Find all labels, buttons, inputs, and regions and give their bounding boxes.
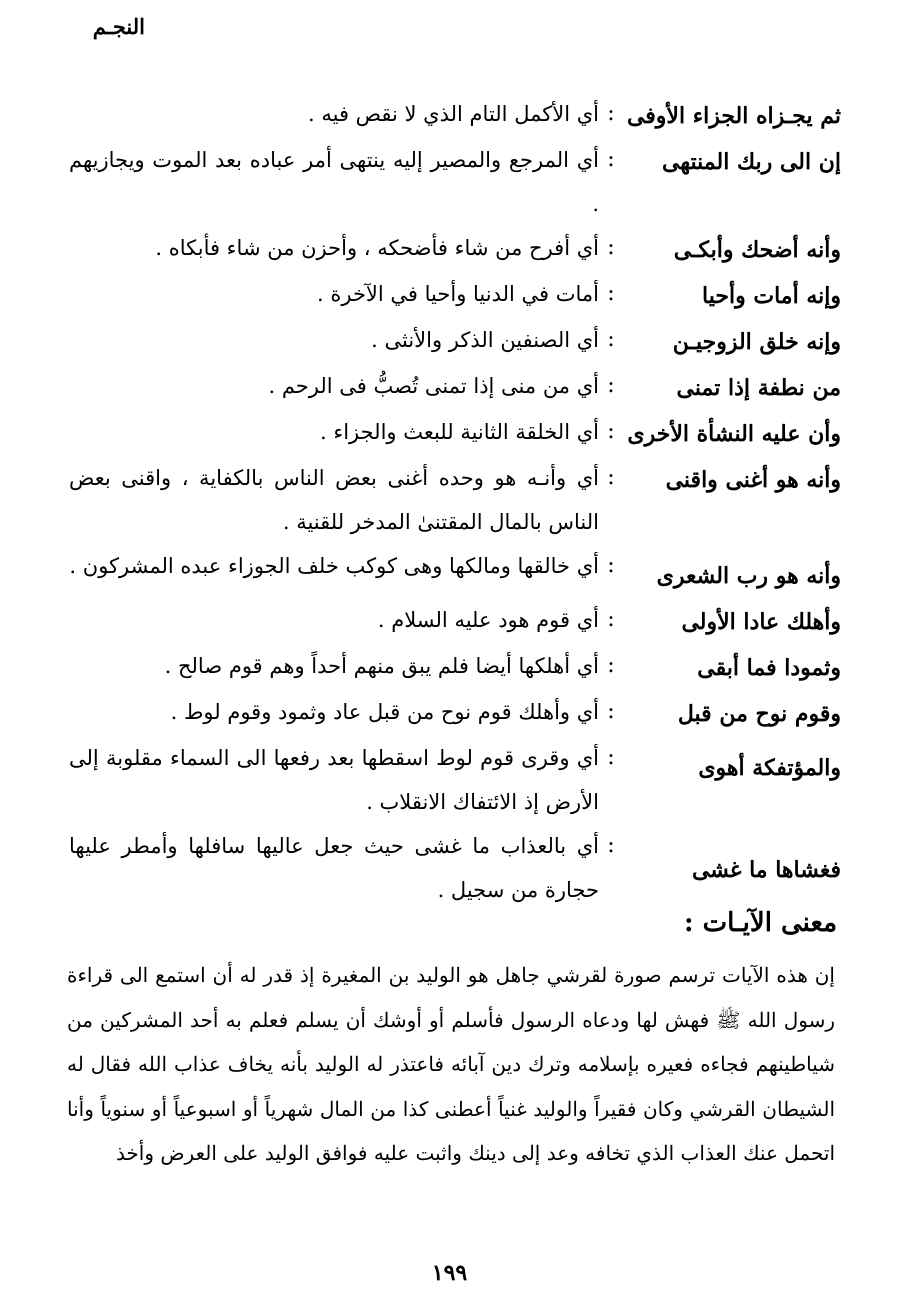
glossary-term: وإنه خلق الزوجيـن — [672, 329, 841, 355]
glossary-term: وأنه أضحك وأبكـى — [673, 237, 841, 263]
glossary-term: والمؤتفكة أهوى — [698, 755, 841, 781]
glossary-explanation: أي بالعذاب ما غشى حيث جعل عاليها سافلها وأمطر عليها حجارة من سجيل . — [69, 834, 599, 902]
glossary-explanation: أي الأكمل التام الذي لا نقص فيه . — [308, 102, 599, 126]
glossary-colon: : — [607, 147, 615, 172]
glossary-explanation: أمات في الدنيا وأحيا في الآخرة . — [317, 282, 599, 306]
glossary-colon: : — [607, 419, 615, 444]
surah-header: النجـم — [92, 14, 145, 39]
glossary-colon: : — [607, 745, 615, 770]
glossary-entry — [69, 92, 841, 138]
glossary-colon: : — [607, 607, 615, 632]
glossary-term: وأنه هو رب الشعرى — [656, 563, 841, 589]
glossary-entry — [69, 544, 841, 598]
glossary-entry — [69, 364, 841, 410]
glossary-entry — [69, 272, 841, 318]
glossary-colon: : — [607, 327, 615, 352]
section-paragraph: إن هذه الآيات ترسم صورة لقرشي جاهل هو الوليد بن المغيرة إذ قدر له أن استمع الى قراءة رسول الله ﷺ فهش لها ودعاه الرسول فأسلم أو أوشك أن يسلم فعلم به أحد المشركين من شياطينهم فجاءه فعيره بإسلامه وترك دين آبائه فاعتذر له الوليد بأنه يخاف عذاب الله فقال له الشيطان القرشي وكان فقيراً والوليد غنياً أعطنى كذا من المال شهرياً أو اسبوعياً أو سنوياً وأنا اتحمل عنك العذاب الذي تخافه وعد إلى دينك واثبت عليه فوافق الوليد على العرض وأخذ — [67, 963, 835, 1165]
glossary-entry — [69, 456, 841, 544]
glossary-entry — [69, 318, 841, 364]
glossary-entry — [69, 690, 841, 736]
glossary-term: ثم يجـزاه الجزاء الأوفى — [626, 103, 841, 129]
section-title: معنى الآيـات : — [684, 908, 837, 938]
glossary-colon: : — [607, 653, 615, 678]
glossary-colon: : — [607, 833, 615, 858]
glossary-colon: : — [607, 373, 615, 398]
glossary-explanation: أي الصنفين الذكر والأنثى . — [371, 328, 599, 352]
glossary-colon: : — [607, 235, 615, 260]
glossary-entry — [69, 598, 841, 644]
glossary-list — [69, 92, 841, 912]
glossary-colon: : — [607, 465, 615, 490]
glossary-entry — [69, 736, 841, 824]
glossary-explanation: أي من منى إذا تمنى تُصبُّ فى الرحم . — [268, 374, 599, 398]
glossary-colon: : — [607, 699, 615, 724]
glossary-colon: : — [607, 281, 615, 306]
glossary-term: فغشاها ما غشى — [691, 857, 841, 883]
glossary-term: وأنه هو أغنى واقنى — [665, 467, 841, 493]
glossary-explanation: أي أفرح من شاء فأضحكه ، وأحزن من شاء فأبكاه . — [155, 236, 599, 260]
glossary-term: وإنه أمات وأحيا — [702, 283, 841, 309]
glossary-term: وثمودا فما أبقى — [697, 655, 841, 681]
glossary-explanation: أي وأهلك قوم نوح من قبل عاد وثمود وقوم لوط . — [170, 700, 599, 724]
glossary-explanation: أي خالقها ومالكها وهى كوكب خلف الجوزاء عبده المشركون . — [69, 554, 599, 578]
glossary-term: من نطفة إذا تمنى — [676, 375, 841, 401]
page-number: ١٩٩ — [431, 1260, 468, 1286]
glossary-term: وأهلك عادا الأولى — [681, 609, 841, 635]
glossary-term: وقوم نوح من قبل — [677, 701, 841, 727]
glossary-entry — [69, 410, 841, 456]
glossary-term: وأن عليه النشأة الأخرى — [627, 421, 841, 447]
glossary-entry — [69, 138, 841, 226]
glossary-explanation: أي أهلكها أيضا فلم يبق منهم أحداً وهم قوم صالح . — [164, 654, 599, 678]
glossary-entry — [69, 226, 841, 272]
glossary-explanation: أي قوم هود عليه السلام . — [377, 608, 599, 632]
glossary-explanation: أي الخلقة الثانية للبعث والجزاء . — [319, 420, 599, 444]
glossary-entry — [69, 644, 841, 690]
glossary-explanation: أي المرجع والمصير إليه ينتهى أمر عباده بعد الموت ويجازيهم . — [69, 148, 599, 216]
glossary-colon: : — [607, 553, 615, 578]
glossary-colon: : — [607, 101, 615, 126]
glossary-explanation: أي وقرى قوم لوط اسقطها بعد رفعها الى السماء مقلوبة إلى الأرض إذ الائتفاك الانقلاب . — [69, 746, 599, 814]
glossary-entry — [69, 824, 841, 912]
glossary-term: إن الى ربك المنتهى — [662, 149, 841, 175]
glossary-explanation: أي وأنـه هو وحده أغنى بعض الناس بالكفاية ، واقنى بعض الناس بالمال المقتنىٰ المدخر للقنية . — [69, 466, 599, 534]
